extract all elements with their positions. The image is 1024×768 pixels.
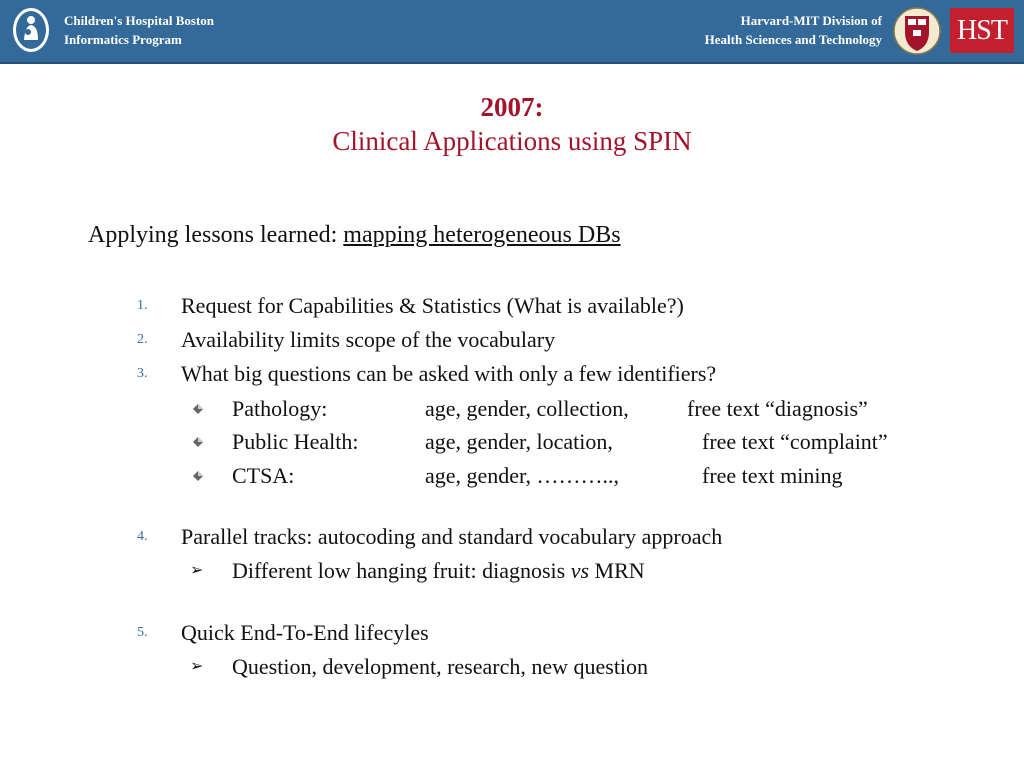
title-subtitle: Clinical Applications using SPIN: [332, 126, 692, 156]
sub-3-3-free: free text mining: [702, 463, 843, 488]
item-1-text: Request for Capabilities & Statistics (What is available?): [181, 293, 684, 318]
left-org-line2: Informatics Program: [64, 32, 182, 47]
item-3-text: What big questions can be asked with only a few identifiers?: [181, 361, 717, 386]
childrens-hospital-org-name: [64, 11, 214, 49]
hst-logo-text: HST: [957, 15, 1007, 46]
sub-3-1-fields: age, gender, collection,: [425, 396, 629, 421]
item-4-text: Parallel tracks: autocoding and standard vocabulary approach: [181, 524, 723, 549]
harvard-shield-icon: [893, 6, 941, 56]
sub-3-1-label: Pathology:: [232, 396, 328, 421]
arrow-bullet-icon: ➢: [190, 658, 204, 675]
sub-3-1-free: free text “diagnosis”: [687, 396, 868, 421]
lead-underlined: mapping heterogeneous DBs: [343, 222, 621, 248]
sub-3-2-label: Public Health:: [232, 429, 359, 454]
sub-4-1-before: Different low hanging fruit: diagnosis: [232, 558, 571, 583]
childrens-hospital-logo-icon: [11, 6, 51, 54]
sub-4-1-text: [232, 556, 645, 586]
sub-4-1-italic: vs: [570, 558, 590, 583]
item-2-number: 2.: [137, 332, 148, 347]
lead-prefix: Applying lessons learned:: [88, 222, 344, 248]
diamond-bullet-icon: [193, 404, 203, 414]
harvard-mit-org-name: [705, 11, 882, 49]
left-org-line1: Children's Hospital Boston: [64, 13, 215, 28]
right-org-line2: Health Sciences and Technology: [704, 32, 882, 47]
right-org-line1: Harvard-MIT Division of: [740, 13, 882, 28]
slide-title: [0, 90, 1024, 158]
header-banner: [0, 0, 1024, 64]
sub-3-2-free: free text “complaint”: [702, 429, 888, 454]
diamond-bullet-icon: [193, 437, 203, 447]
title-year: 2007:: [480, 92, 544, 122]
sub-3-3-fields: age, gender, ………..,: [425, 463, 620, 488]
lead-line: [88, 219, 621, 251]
diamond-bullet-icon: [193, 471, 203, 481]
hst-logo: [950, 8, 1014, 53]
item-5-number: 5.: [137, 625, 148, 640]
item-1-number: 1.: [137, 298, 148, 313]
item-2-text: Availability limits scope of the vocabulary: [181, 327, 556, 352]
sub-4-1-after: MRN: [589, 558, 645, 583]
item-5-text: Quick End-To-End lifecyles: [181, 620, 429, 645]
sub-3-2-fields: age, gender, location,: [425, 429, 613, 454]
sub-5-1-text: Question, development, research, new question: [232, 654, 649, 679]
item-4-number: 4.: [137, 529, 148, 544]
arrow-bullet-icon: ➢: [190, 562, 204, 579]
sub-3-3-label: CTSA:: [232, 463, 295, 488]
item-3-number: 3.: [137, 366, 148, 381]
